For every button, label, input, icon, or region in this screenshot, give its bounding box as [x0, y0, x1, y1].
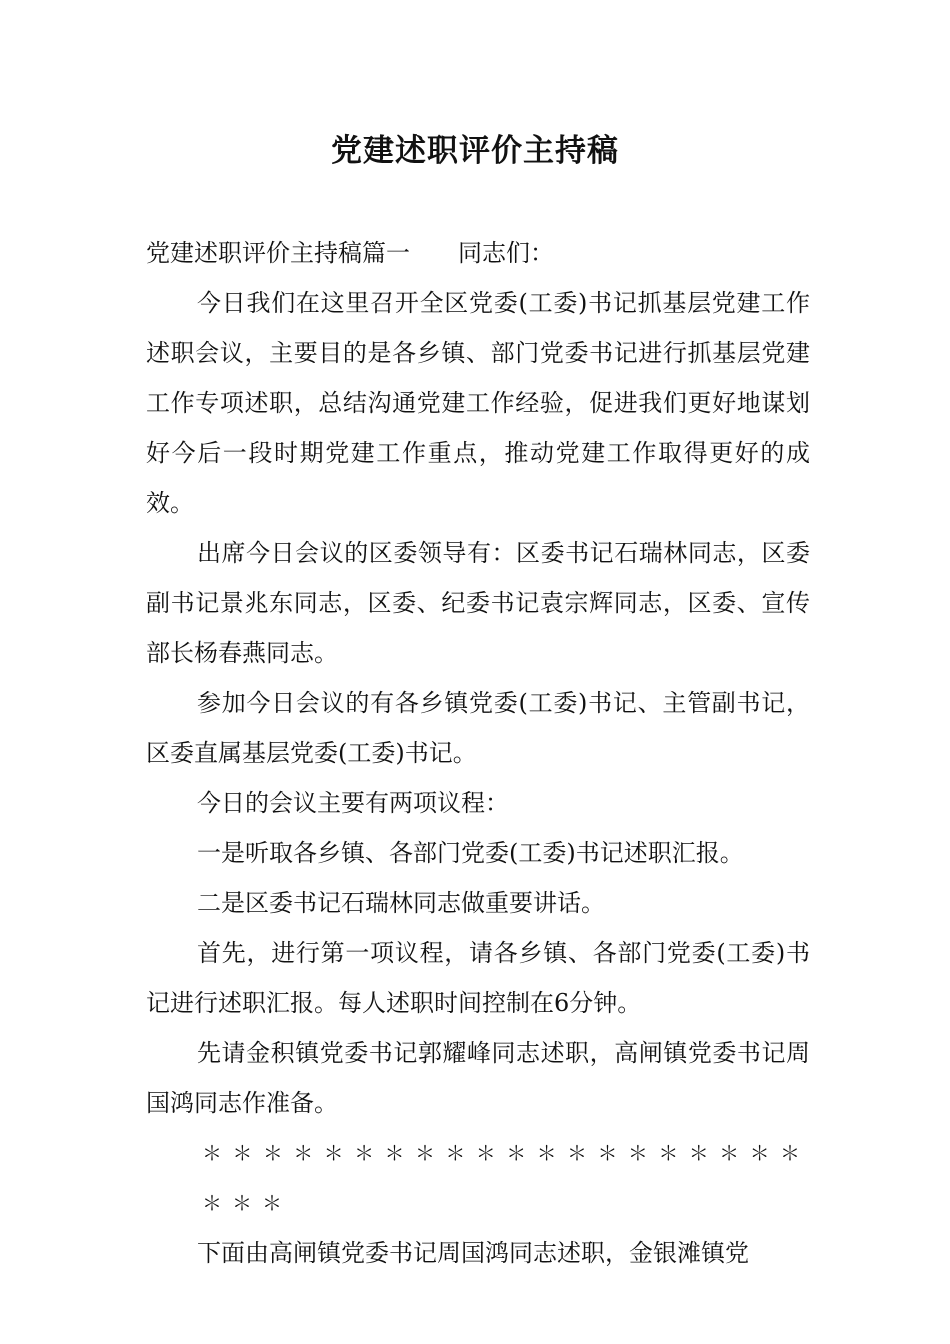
separator-stars: ＊＊＊＊＊＊＊＊＊＊＊＊＊＊＊＊＊＊＊＊＊＊＊ [202, 1141, 810, 1215]
paragraph: 下面由高闸镇党委书记周国鸿同志述职，金银滩镇党 [197, 1239, 749, 1267]
paragraph: 今日的会议主要有两项议程： [197, 789, 509, 817]
salutation: 同志们： [458, 239, 554, 267]
paragraph: 今日我们在这里召开全区党委(工委)书记抓基层党建工作述职会议，主要目的是各乡镇、部门党委书记进行抓基层党建工作专项述职，总结沟通党建工作经验，促进我们更好地谋划好今后一段时期党建工作重点，推动党建工作取得更好的成效。 [146, 289, 810, 517]
paragraph: 先请金积镇党委书记郭耀峰同志述职，高闸镇党委书记周国鸿同志作准备。 [146, 1039, 810, 1117]
paragraph: 一是听取各乡镇、各部门党委(工委)书记述职汇报。 [197, 839, 744, 867]
section-heading: 党建述职评价主持稿篇一 [146, 239, 410, 267]
document-body [146, 228, 810, 1278]
paragraph: 首先，进行第一项议程，请各乡镇、各部门党委(工委)书记进行述职汇报。每人述职时间控制在6分钟。 [146, 939, 810, 1017]
paragraph: 参加今日会议的有各乡镇党委(工委)书记、主管副书记，区委直属基层党委(工委)书记。 [146, 689, 810, 767]
document-title: 党建述职评价主持稿 [331, 133, 619, 169]
paragraph: 出席今日会议的区委领导有：区委书记石瑞林同志，区委副书记景兆东同志，区委、纪委书记袁宗辉同志，区委、宣传部长杨春燕同志。 [146, 539, 810, 667]
paragraph: 二是区委书记石瑞林同志做重要讲话。 [197, 889, 605, 917]
opening-line [146, 228, 810, 278]
